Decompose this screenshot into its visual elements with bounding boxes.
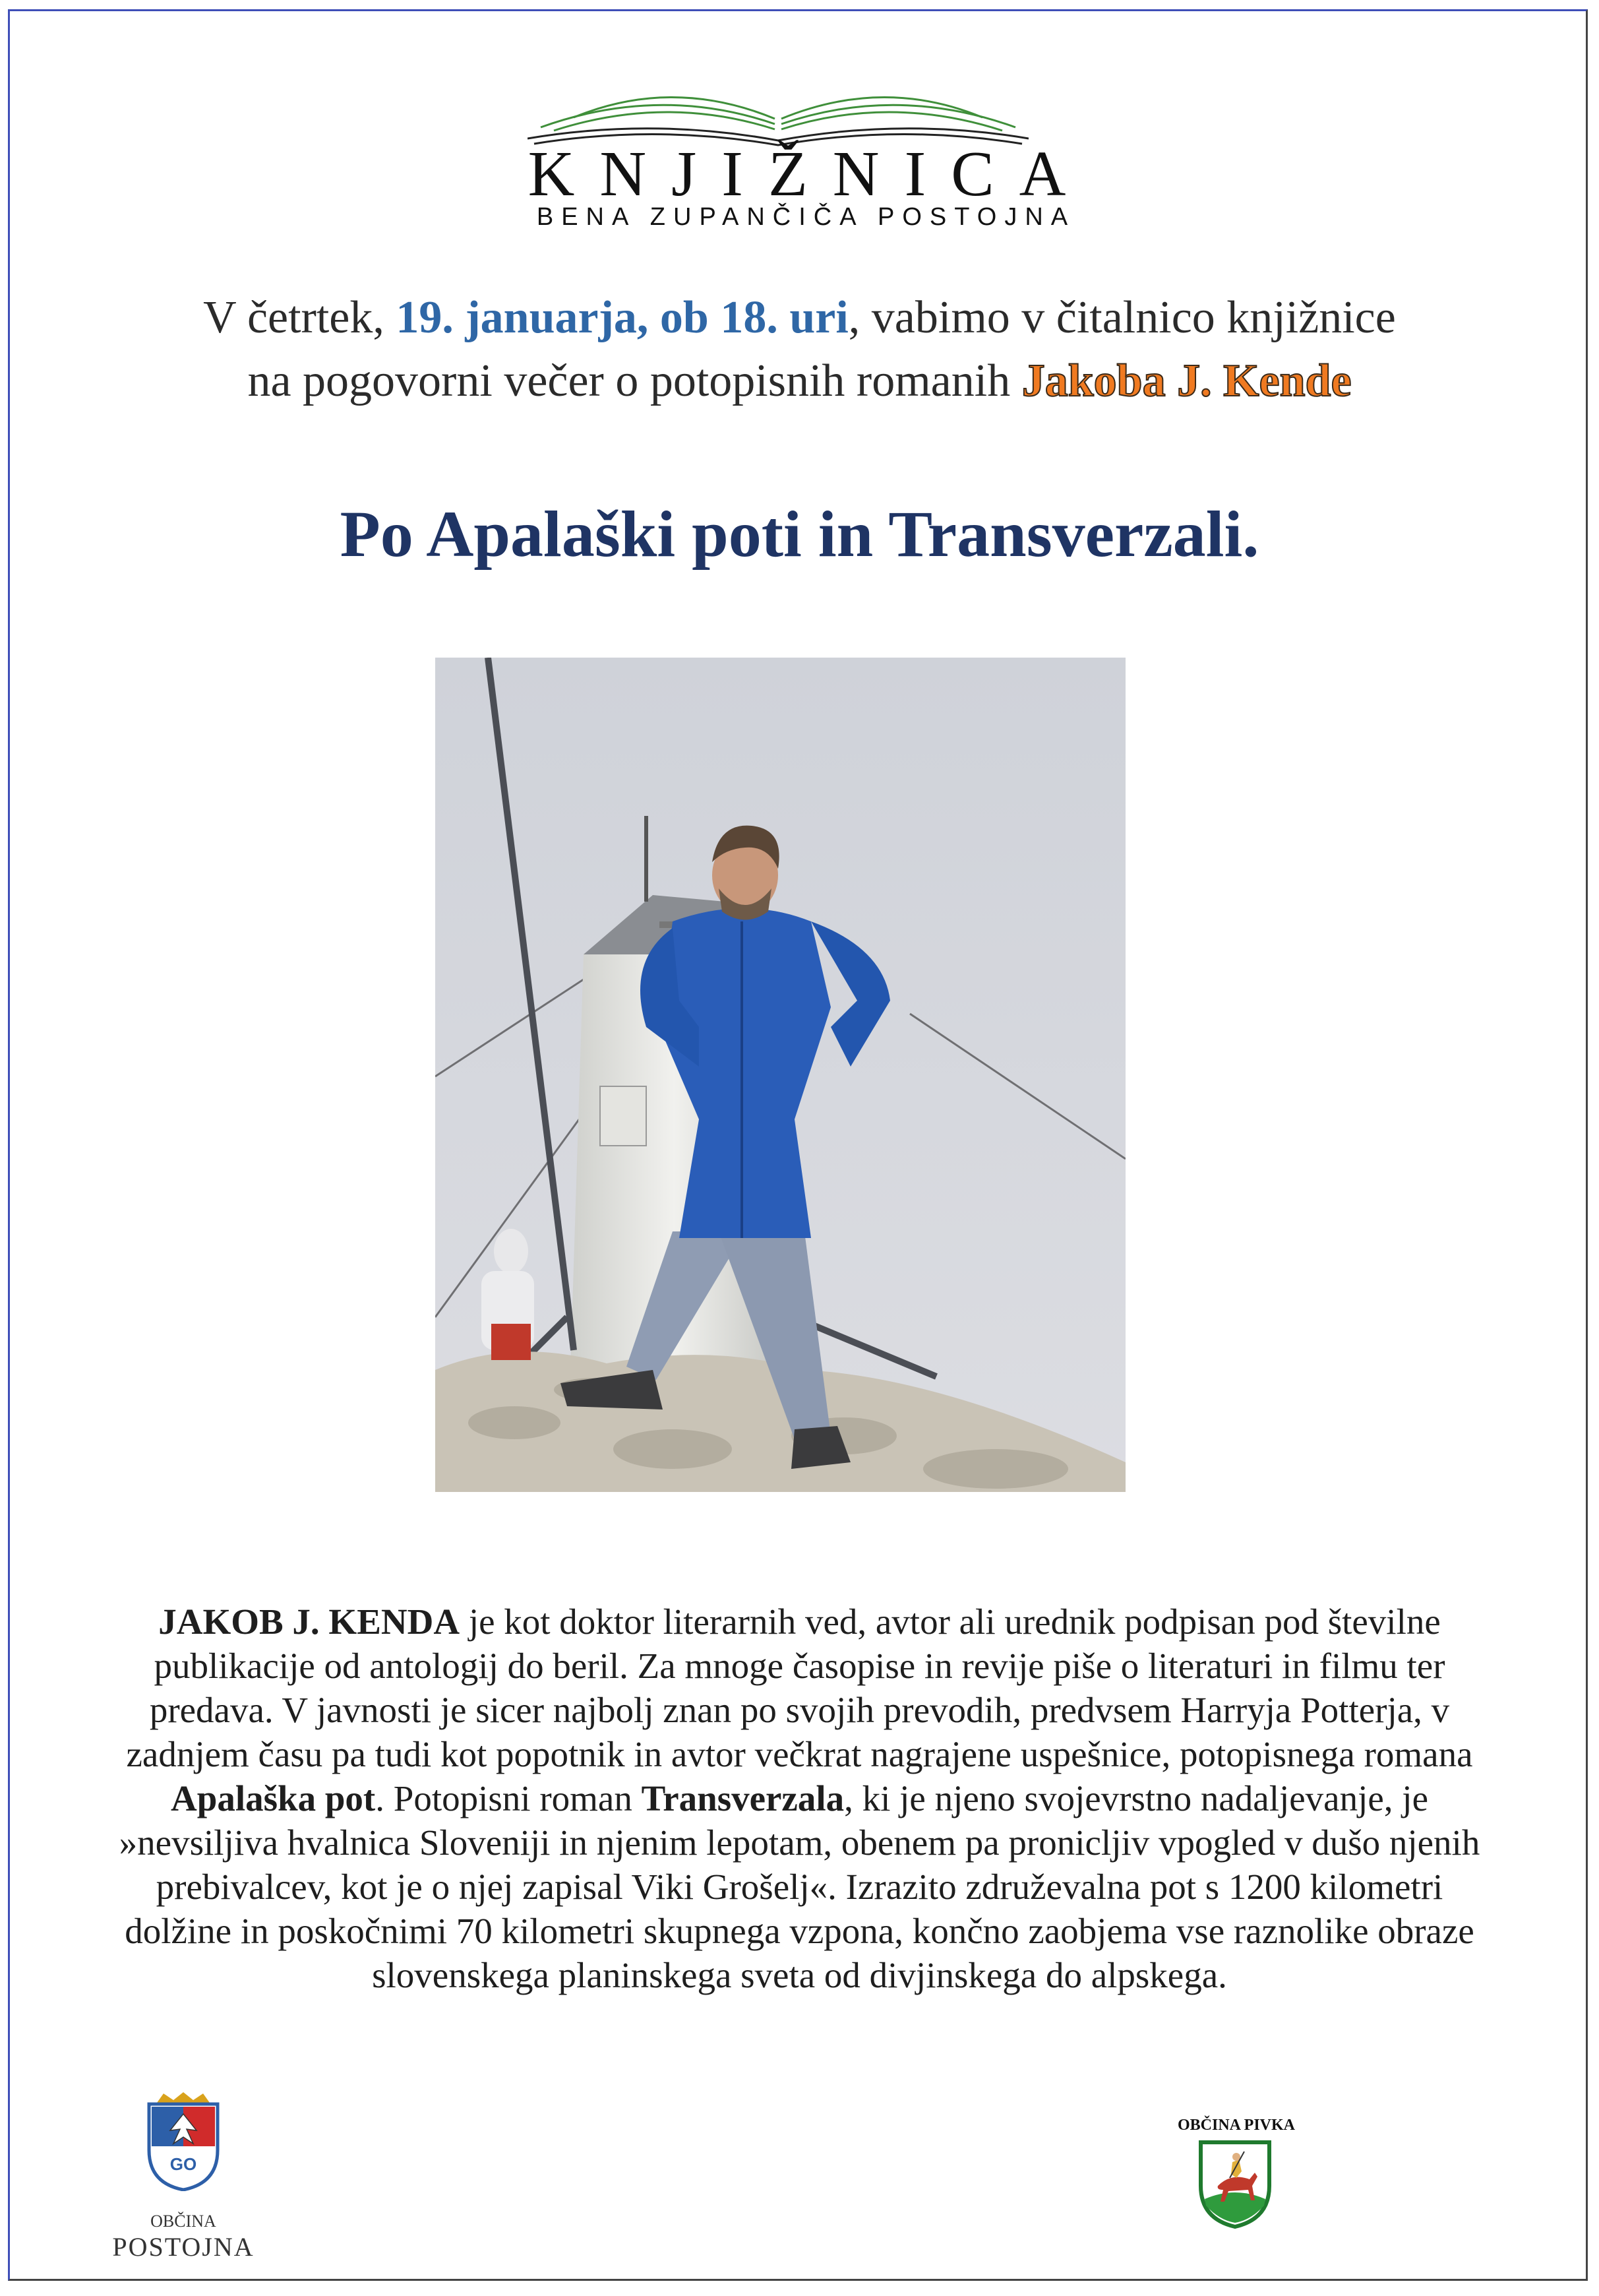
intro-prefix: V četrtek,: [203, 292, 396, 343]
author-name: Jakoba J. Kende: [1021, 356, 1352, 406]
postojna-label-small: OBČINA: [150, 2212, 216, 2231]
intro-line-2: [0, 358, 1599, 404]
svg-text:GO: GO: [169, 2154, 197, 2174]
intro-line2-prefix: na pogovorni večer o potopisnih romanih: [247, 356, 1022, 406]
open-book-logo-icon: [528, 78, 1029, 147]
pivka-label: OBČINA PIVKA: [1177, 2117, 1296, 2134]
event-date-time: 19. januarja, ob 18. uri: [396, 292, 849, 343]
library-name: KNJIŽNICA: [528, 139, 1091, 210]
bio-book-2: Transverzala: [641, 1778, 845, 1818]
author-photo: [435, 658, 1126, 1492]
event-title: Po Apalaški poti in Transverzali.: [340, 497, 1259, 571]
intro-line-1: [0, 292, 1599, 343]
bio-text-1: je kot doktor literarnih ved, avtor ali urednik podpisan pod številne publikacije od antologij do beril. Za mnoge časopise in revije piše o literaturi in filmu ter predava. V javnosti je sicer najbolj znan po svojih prevodih, predvsem Harryja Potterja, v zadnjem času pa tudi kot popotnik in avtor večkrat nagrajene uspešnice, potopisnega romana: [126, 1601, 1473, 1774]
author-biography: [117, 1599, 1482, 1997]
postojna-crest-icon: [144, 2091, 223, 2191]
bio-author-name: JAKOB J. KENDA: [158, 1601, 460, 1642]
bio-text-2: . Potopisni roman: [375, 1778, 642, 1818]
pivka-crest-icon: [1198, 2140, 1272, 2229]
library-subtitle: BENA ZUPANČIČA POSTOJNA: [536, 203, 1076, 231]
postojna-label: POSTOJNA: [112, 2232, 255, 2262]
bio-book-1: Apalaška pot: [171, 1778, 376, 1818]
intro-suffix: , vabimo v čitalnico knjižnice: [848, 292, 1396, 343]
bio-text-3: , ki je njeno svojevrstno nadaljevanje, je »nevsiljiva hvalnica Sloveniji in njenim lepotam, obenem pa pronicljiv vpogled v dušo njenih prebivalcev, kot je o njej zapisal Viki Grošelj«. Izrazito združevalna pot s 1200 kilometri dolžine in poskočnimi 70 kilometri skupnega vzpona, končno zaobjema vse raznolike obraze slovenskega planinskega sveta od divjinskega do alpskega.: [119, 1778, 1480, 1995]
